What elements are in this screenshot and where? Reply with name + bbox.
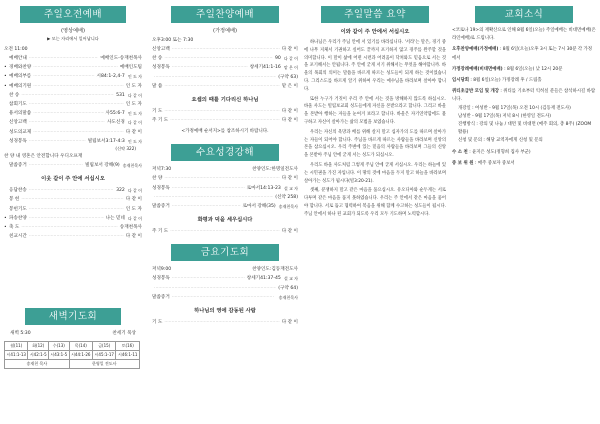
evening-time: 오후3:00 또는 7:30 xyxy=(152,38,194,43)
wednesday-time: 저녁7:30 xyxy=(152,167,172,173)
order-value: 사도신경 xyxy=(107,120,125,126)
column-church-news xyxy=(452,6,596,171)
order-label: 말씀증거 xyxy=(9,163,27,169)
scripture-ref: (신약 322) xyxy=(115,146,136,152)
order-value: 다 같 이 xyxy=(281,109,298,115)
order-label: 용서의말씀 xyxy=(9,111,32,117)
bullet-mark: • xyxy=(4,225,7,231)
dawn-text: 시45:1-17 xyxy=(93,351,116,360)
order-row xyxy=(4,100,142,109)
wednesday-closing-list xyxy=(152,227,298,236)
friday-sermon-title: 하나님의 영에 감동된 사람 xyxy=(194,308,256,315)
news-lead: 임시당회 xyxy=(452,78,469,84)
sermon-list xyxy=(4,161,142,170)
order-leader: 다 같 이 xyxy=(283,56,298,62)
summary-paragraph: 하나님은 우리가 주님 안에 서 있기를 바라십니다. '서라'는 말은, 경기 중에 나무 지체서 기권하고 싶어도 끝까지 포기하지 않고 경주를 완주할 것을 의미합니다. 이 말이 삶에 어떤 시련과 어려움이 닥쳐와도 믿음으로 서는 것을 포기해서는 안됩니다. 주 안에 굳게 서기 위해서는 무엇을 해야합니까. 바울의 목회의 의미는 말씀을 바르게 따르는 성도들이 되게 하는 것이었습니다. 그리스도를 바르게 알기 위하여 우리는 예수님을 바라보며 살아야 합니다. xyxy=(304,40,446,92)
dawn-text: 시46:1-11 xyxy=(116,351,140,360)
order-row xyxy=(4,223,142,232)
news-lead: 수 소 천 xyxy=(452,149,468,155)
order-label: 찬 송 xyxy=(9,92,20,98)
news-lead: 오후찬양예배(가정예배) xyxy=(452,47,499,53)
leader-dots xyxy=(164,107,279,116)
morning-worship-subtitle: (영상예배) xyxy=(60,28,86,34)
order-row xyxy=(4,205,142,214)
dawn-prayer-section xyxy=(4,308,142,369)
order-label: 말 씀 xyxy=(152,83,163,89)
order-row xyxy=(4,118,142,127)
order-value: 인 도 자 xyxy=(125,206,142,212)
order-row xyxy=(4,109,142,118)
order-row xyxy=(152,202,298,211)
dawn-time-row xyxy=(4,329,142,338)
order-value: (신약 258) xyxy=(275,194,298,200)
order-value: 90 xyxy=(275,56,281,62)
leader-dots xyxy=(154,193,273,202)
order-value: 예배인도-송재천목사 xyxy=(100,56,142,61)
friday-order-list xyxy=(152,274,298,302)
order-leader: 설 교 자 xyxy=(283,276,298,282)
morning-worship-header: 주일오전예배 xyxy=(20,6,126,23)
order-row xyxy=(152,293,298,302)
leader-dots xyxy=(172,63,248,72)
order-row xyxy=(4,72,142,81)
dawn-schedule-table xyxy=(4,341,140,369)
order-label: 주 기 도 xyxy=(152,118,169,124)
church-news-header: 교회소식 xyxy=(475,6,573,23)
order-label: 성경봉독 xyxy=(152,185,170,191)
column-morning-worship xyxy=(4,6,142,241)
order-leader: 인 도 자 xyxy=(127,138,142,144)
order-label: 신앙고백 xyxy=(152,47,170,52)
order-value: 사55:6-7 xyxy=(105,111,125,117)
dawn-leader-left: 송재천 목사 xyxy=(5,360,70,369)
friday-time-row xyxy=(152,265,298,274)
order-row xyxy=(152,82,298,91)
order-value: (구약 63) xyxy=(278,74,298,80)
order-row xyxy=(152,193,298,202)
order-row xyxy=(152,318,298,327)
order-value: 나는 믿네 xyxy=(105,215,125,221)
order-leader: 송재천목사 xyxy=(122,163,142,169)
order-label: 기 도 xyxy=(152,109,163,115)
order-label: 참회기도 xyxy=(9,102,27,108)
order-value: 다 같 이 xyxy=(125,197,142,203)
order-leader: 송재천목사 xyxy=(278,294,298,300)
morning-order-list xyxy=(4,54,142,146)
order-value: 빌립보서3:17-4:3 xyxy=(87,138,125,144)
wednesday-order-list xyxy=(152,174,298,211)
order-label: 성경봉독 xyxy=(152,65,170,71)
evening-footnote: <가정예배 순서지>를 참조하시기 바랍니다. xyxy=(181,129,269,135)
news-text: : 퀴티를 기초부터 익히실 분들은 참석하시길 바랍니다. xyxy=(452,89,596,103)
leader-dots xyxy=(29,214,104,223)
leader-dots xyxy=(154,284,276,293)
order-value: (구약 64) xyxy=(278,285,298,291)
leader-dots xyxy=(33,128,124,137)
leader-dots xyxy=(170,116,280,125)
news-text: : 8월 6일(오늘)오후 3시 또는 7시 30분 각 가정에서 xyxy=(452,47,593,61)
order-row xyxy=(152,227,298,236)
standing-note: ▶ 모는 자리에서 일어납니다 xyxy=(47,36,99,41)
order-leader: 송재천목사 xyxy=(278,204,298,210)
summary-paragraph: 우리는 자신의 욕망과 배를 위해 살지 말고 십자가의 도를 따르며 살아가는 자들이 되어야 합니다. 주님을 바르게 따르는 사람들을 바라보며 신앙의 본을 삼으십시오. 우리 주변에 있는 믿음의 사람들을 바라보며 그들의 신앙을 본받아 주님 안에 굳게 서는 성도가 되십시오. xyxy=(304,129,446,159)
leader-dots xyxy=(164,82,279,91)
order-row xyxy=(4,232,142,241)
order-leader: 맡 은 이 xyxy=(283,65,298,71)
leader-dots xyxy=(33,82,124,91)
order-row xyxy=(4,195,142,204)
order-row xyxy=(4,137,142,146)
news-lead: 퀴티초급반 모임 및 개강 xyxy=(452,89,500,95)
order-label: 신앙고백 xyxy=(9,120,27,126)
order-leader: 다 같 이 xyxy=(127,188,142,194)
sermon-summary-header: 주일말씀 요약 xyxy=(321,6,429,23)
order-row xyxy=(152,116,298,125)
order-value: 다 같 이 xyxy=(281,47,298,52)
morning-time: 오전 11:00 xyxy=(4,47,28,52)
summary-paragraph: 우리도 바울 사도처럼 그렇게 주님 안에 굳게 서십시오. 우리는 하늘에 있는 시민권을 가진 자입니다. 이 땅의 것에 마음을 두지 말고 하늘을 바라보며 살아가는 성도가 됩시다(빌3:20-21). xyxy=(304,162,446,184)
order-row xyxy=(4,128,142,137)
order-label: 성경봉독 xyxy=(152,276,170,282)
order-value: 322 xyxy=(116,188,125,194)
order-value: 531 xyxy=(116,92,125,98)
leader-dots xyxy=(29,186,114,195)
order-value: 다 같 이 xyxy=(125,129,142,135)
order-row xyxy=(152,184,298,193)
order-row xyxy=(152,54,298,63)
leader-dots xyxy=(29,232,124,241)
order-label: 찬 송 xyxy=(152,56,163,62)
order-value: 송재천목사 xyxy=(119,225,142,231)
closing-order-list xyxy=(4,186,142,241)
order-row xyxy=(152,174,298,183)
leader-dots xyxy=(33,109,103,118)
order-row xyxy=(4,186,142,195)
dawn-leader-right: 한영일 전도사 xyxy=(69,360,139,369)
order-value: 다 같 이 xyxy=(281,320,298,326)
news-item xyxy=(452,160,596,168)
order-label: 말씀증거 xyxy=(152,204,170,210)
order-row xyxy=(152,63,298,72)
leader-dots xyxy=(164,174,279,183)
order-value: 다 같 이 xyxy=(125,234,142,240)
leader-dots xyxy=(29,100,124,109)
news-subline: 남성반 - 9월 17일(목) 저녁 8시 (한영일 전도사) xyxy=(458,113,552,119)
dawn-day: 월(11) xyxy=(5,342,28,351)
friday-closing-list xyxy=(152,318,298,327)
evening-worship-subtitle: (가정예배) xyxy=(212,28,238,34)
dawn-day: 화(12) xyxy=(28,342,49,351)
order-label: 찬 양 xyxy=(152,176,163,182)
leader-dots xyxy=(29,161,83,170)
order-label: 봉헌기도 xyxy=(9,206,27,212)
evening-sermon-title: 요셉의 때를 기다리신 하나님 xyxy=(191,97,259,104)
dawn-day: 토(16) xyxy=(116,342,140,351)
order-label: 응답찬송 xyxy=(9,188,27,194)
order-value: 예배인도팀 xyxy=(119,65,142,71)
column-sermon-summary xyxy=(304,6,446,221)
leader-dots xyxy=(29,137,86,146)
news-list xyxy=(452,27,596,168)
news-item xyxy=(452,66,596,74)
order-value: 맡 은 이 xyxy=(281,83,298,89)
leader-dots xyxy=(172,184,245,193)
order-value: 인 도 자 xyxy=(125,83,142,89)
bullet-mark: • xyxy=(4,215,7,221)
news-item xyxy=(452,27,596,43)
leader-dots xyxy=(33,72,94,81)
news-text: <코로나 19>의 재확산으로 인해 8월 6일(오늘) 주일예배는 비대면예배(온라인예배)로 드립니다. xyxy=(452,28,596,42)
order-value: 로마서14:13-23 xyxy=(246,185,281,191)
choir-line: 찬 양 내 영혼은 안전합니다 우디오프재 xyxy=(4,154,83,160)
order-leader: 다 같 이 xyxy=(127,120,142,126)
order-row xyxy=(4,161,142,170)
leader-dots xyxy=(164,54,273,63)
order-label: 예배의기원 xyxy=(9,83,32,89)
news-subline: 신청 및 문의 : 해당 교역자에게 신청 및 문의 xyxy=(458,138,543,144)
leader-dots xyxy=(170,227,280,236)
order-value: 인 도 자 xyxy=(125,102,142,108)
order-label: 파송찬양 xyxy=(9,215,27,221)
leader-dots xyxy=(172,274,245,283)
summary-title: 이와 같이 주 안에서 서십시오 xyxy=(340,29,410,35)
leader-dots xyxy=(21,91,114,100)
order-row xyxy=(152,284,298,293)
order-label: 주 기 도 xyxy=(152,229,169,235)
order-value: 다 같 이 xyxy=(281,176,298,182)
order-value: 시84:1-2,4-7 xyxy=(96,74,125,80)
friday-leader: 찬양인도:김동재전도사 xyxy=(252,267,298,273)
friday-section xyxy=(152,244,298,327)
news-subline: 진행방식 : 강의 및 나눔 / 대면 및 비대면 (매주 회의, 총 8주) (ZOOM 활용) xyxy=(458,122,592,136)
order-label: 친교시간 xyxy=(9,234,27,240)
news-subline: 개강일 : 여성반 - 9월 17일(목) 오전 10시 (김동재 전도사) xyxy=(458,105,571,111)
dawn-text: 시42:1-5 xyxy=(28,351,49,360)
order-leader: 설 교 자 xyxy=(283,185,298,191)
order-value: 창세기41:1-16 xyxy=(249,65,281,71)
dawn-day: 금(15) xyxy=(93,342,116,351)
wednesday-section xyxy=(152,144,298,236)
evening-worship-header: 주일찬양예배 xyxy=(171,6,279,23)
column-evening-worship xyxy=(152,6,298,327)
order-label: 축 도 xyxy=(9,225,20,231)
dawn-time: 새벽 5:30 xyxy=(10,331,31,336)
leader-dots xyxy=(172,293,274,302)
order-value: 빌립보서 강해(9) xyxy=(85,163,120,169)
order-row xyxy=(152,107,298,116)
news-item xyxy=(452,88,596,145)
leader-dots xyxy=(29,118,105,127)
order-value: 로마서 강해(35) xyxy=(242,204,276,210)
bullet-mark: • xyxy=(4,74,7,80)
news-lead: 중 보 위 원 xyxy=(452,160,474,166)
friday-time: 저녁9:00 xyxy=(152,267,172,273)
wednesday-header: 수요성경강해 xyxy=(171,144,279,161)
order-leader: 다 같 이 xyxy=(127,92,142,98)
summary-body xyxy=(304,39,446,219)
order-label: 성도의교제 xyxy=(9,129,32,135)
leader-dots xyxy=(33,63,118,72)
bullet-mark: • xyxy=(4,83,7,89)
bullet-mark: • xyxy=(4,65,7,71)
leader-dots xyxy=(172,45,280,54)
dawn-prayer-header: 새벽기도회 xyxy=(25,308,121,325)
order-row xyxy=(4,54,142,63)
leader-dots xyxy=(29,54,99,63)
news-item xyxy=(452,77,596,85)
dawn-text: 시44:1-26 xyxy=(69,351,92,360)
wednesday-sermon-title: 화평과 덕을 세우십시다 xyxy=(197,217,253,224)
order-leader: 다 같 이 xyxy=(127,215,142,221)
order-row xyxy=(152,45,298,54)
order-row xyxy=(4,82,142,91)
order-label: 예배안내 xyxy=(9,56,27,61)
evening-closing-list xyxy=(152,107,298,125)
news-text: : 윤지은 성도(정형희 집사 부군) xyxy=(467,149,531,155)
order-row xyxy=(152,274,298,283)
leader-dots xyxy=(172,202,241,211)
news-item xyxy=(452,46,596,62)
order-value: 창세기41:37-45 xyxy=(246,276,281,282)
summary-paragraph: 셋째, 분쟁하지 말고 같은 마음을 품으십시오. 유오디아와 순두게는 서로 다투며 같은 마음을 품지 못하였습니다. 우리는 주 안에서 같은 마음을 품어야 합니다. 서로 돕고 협력하여 복음을 위해 함께 수고하는 성도들이 됩시다. 주님 안에서 하나 된 교회가 되도록 우리 모두 기도하며 노력합시다. xyxy=(304,188,446,217)
leader-dots xyxy=(164,318,279,327)
order-value: 다 같 이 xyxy=(281,118,298,124)
leader-dots xyxy=(21,195,123,204)
dawn-day: 목(14) xyxy=(69,342,92,351)
order-value: 다 같 이 xyxy=(281,229,298,235)
leader-dots xyxy=(21,223,117,232)
order-label: 경배와찬양 xyxy=(9,65,32,71)
wednesday-time-row xyxy=(152,165,298,174)
order-row xyxy=(4,91,142,100)
news-text: : 8월 6일(오늘) 가정장례 후 / 드림홀 xyxy=(468,78,542,84)
order-label: 말씀증거 xyxy=(152,294,170,300)
sermon-title: 이웃 같이 주 안에 서십시오 xyxy=(41,176,105,183)
order-row xyxy=(4,214,142,223)
news-lead: 가정장례예배(비대면예배) xyxy=(452,66,503,72)
dawn-day: 수(13) xyxy=(49,342,70,351)
order-label: 성경봉독 xyxy=(9,138,27,144)
dawn-text: 시41:1-13 xyxy=(5,351,28,360)
order-row xyxy=(4,63,142,72)
news-item xyxy=(452,149,596,157)
leader-dots xyxy=(154,73,276,82)
dawn-theme: 찬세기 묵상 xyxy=(112,331,136,336)
order-leader: 인 도 자 xyxy=(127,74,142,80)
order-row xyxy=(152,73,298,82)
friday-header: 금요기도회 xyxy=(171,244,279,261)
leader-dots xyxy=(29,205,124,214)
summary-paragraph: 또한 누구가 거짓이 우리 주 안에 서는 것을 방해하지 않도록 하십시오. 바울 사도는 빌립보교회 성도들에게 자신을 본받으라고 합니다. 그리고 바울을 본받아 행하는 자들을 눈여겨 보라고 합니다. 바울은 자기연약함에도 불구하고 자신이 살아가는 삶의 모범을 보였습니다. xyxy=(304,96,446,125)
news-text: : 8월 6일(오늘) 낮 12시 20분 xyxy=(502,66,563,72)
dawn-text: 시43:1-5 xyxy=(49,351,70,360)
order-label: 기 도 xyxy=(152,320,163,326)
wednesday-leader: 찬양인도:한명일전도사 xyxy=(252,167,298,173)
evening-order-list xyxy=(152,45,298,91)
order-leader: 인 도 자 xyxy=(127,111,142,117)
news-text: : 매주 중보자 중보서 xyxy=(473,160,515,166)
order-label: 봉 헌 xyxy=(9,197,20,203)
order-label: 예배의부름 xyxy=(9,74,32,80)
